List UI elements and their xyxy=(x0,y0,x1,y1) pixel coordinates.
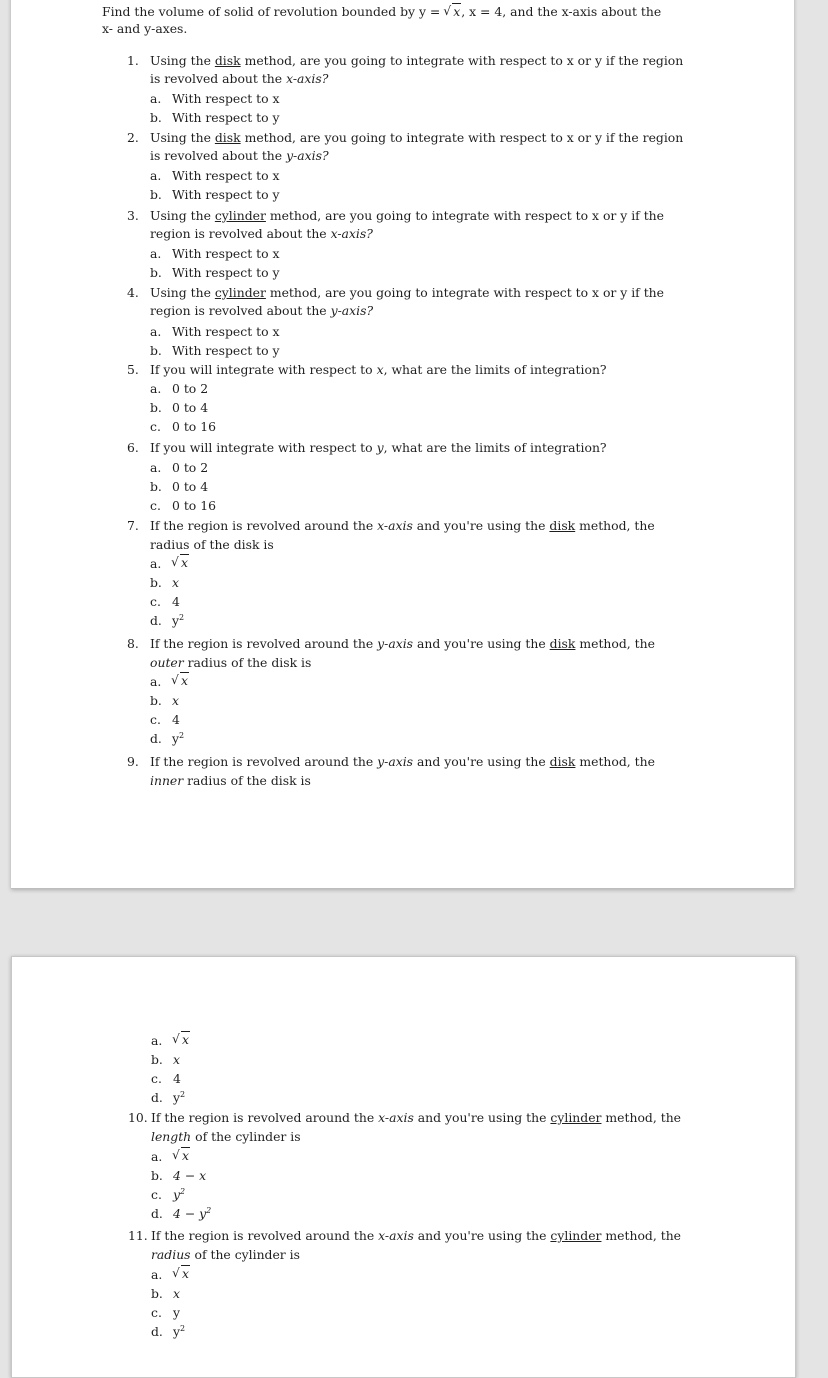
option-label: b. xyxy=(150,343,162,358)
question-3-text-line2: region is revolved about the x-axis? xyxy=(150,226,373,241)
question-7-text: If the region is revolved around the x-axis and you're using the disk method, the xyxy=(150,518,655,533)
option-label: c. xyxy=(151,1071,162,1086)
option-label: b. xyxy=(150,187,162,202)
question-3-text: Using the cylinder method, are you going to integrate with respect to x or y if the xyxy=(150,208,664,223)
q6-option-b[interactable]: 0 to 4 xyxy=(172,479,209,494)
q6-option-a[interactable]: 0 to 2 xyxy=(172,460,209,475)
question-9-text: If the region is revolved around the y-axis and you're using the disk method, the xyxy=(150,754,655,769)
q2-option-b[interactable]: With respect to y xyxy=(172,187,280,202)
q8-option-b[interactable]: x xyxy=(172,693,179,708)
option-label: d. xyxy=(151,1206,163,1221)
question-number: 3. xyxy=(127,208,139,223)
option-label: c. xyxy=(151,1187,162,1202)
q3-option-b[interactable]: With respect to y xyxy=(172,265,280,280)
problem-statement-line2: x- and y-axes. xyxy=(102,21,188,36)
q7-option-a[interactable]: √ x xyxy=(172,555,189,570)
q10-option-c[interactable]: $y^2$ xyxy=(173,1187,186,1202)
q7-option-c[interactable]: 4 xyxy=(172,594,180,609)
option-label: a. xyxy=(151,1033,163,1048)
question-number: 1. xyxy=(127,53,139,68)
question-11-text: If the region is revolved around the x-axis and you're using the cylinder method, the xyxy=(151,1228,682,1243)
document-page-2 xyxy=(11,956,796,1378)
q5-option-c[interactable]: 0 to 16 xyxy=(172,419,216,434)
q9-option-b[interactable]: x xyxy=(173,1052,180,1067)
option-label: d. xyxy=(151,1090,163,1105)
option-label: a. xyxy=(150,91,162,106)
q1-option-b[interactable]: With respect to y xyxy=(172,110,280,125)
option-label: c. xyxy=(150,498,161,513)
question-number: 8. xyxy=(127,636,139,651)
question-number: 4. xyxy=(127,285,139,300)
question-8-text: If the region is revolved around the y-axis and you're using the disk method, the xyxy=(150,636,655,651)
q5-option-a[interactable]: 0 to 2 xyxy=(172,381,209,396)
q1-option-a[interactable]: With respect to x xyxy=(172,91,280,106)
option-label: d. xyxy=(150,613,162,628)
question-10-text: If the region is revolved around the x-axis and you're using the cylinder method, the xyxy=(151,1110,682,1125)
option-label: b. xyxy=(150,479,162,494)
option-label: a. xyxy=(150,168,162,183)
question-8-text-line2: outer radius of the disk is xyxy=(150,655,312,670)
option-label: b. xyxy=(151,1286,163,1301)
option-label: a. xyxy=(150,674,162,689)
q11-option-d[interactable]: $y^2$ xyxy=(173,1324,186,1339)
option-label: c. xyxy=(150,594,161,609)
option-label: a. xyxy=(151,1149,163,1164)
option-label: b. xyxy=(150,110,162,125)
question-11-text-line2: radius of the cylinder is xyxy=(151,1247,300,1262)
question-9-text-line2: inner radius of the disk is xyxy=(150,773,311,788)
option-label: c. xyxy=(150,419,161,434)
question-7-text-line2: radius of the disk is xyxy=(150,537,274,552)
question-1-text-line2: is revolved about the x-axis? xyxy=(150,71,329,86)
q6-option-c[interactable]: 0 to 16 xyxy=(172,498,216,513)
question-1-text: Using the disk method, are you going to integrate with respect to x or y if the region xyxy=(150,53,684,68)
option-label: d. xyxy=(150,731,162,746)
document-page-1 xyxy=(11,0,794,889)
option-label: b. xyxy=(151,1052,163,1067)
q7-option-b[interactable]: x xyxy=(172,575,179,590)
question-number: 10. xyxy=(128,1110,148,1125)
q11-option-a[interactable]: √ x xyxy=(173,1266,190,1281)
question-number: 11. xyxy=(128,1228,148,1243)
q9-option-c[interactable]: 4 xyxy=(173,1071,181,1086)
q3-option-a[interactable]: With respect to x xyxy=(172,246,280,261)
option-label: b. xyxy=(150,400,162,415)
option-label: d. xyxy=(151,1324,163,1339)
question-number: 6. xyxy=(127,440,139,455)
option-label: a. xyxy=(150,246,162,261)
question-4-text-line2: region is revolved about the y-axis? xyxy=(150,303,374,318)
problem-statement: Find the volume of solid of revolution bounded by y = √ x, x = 4, and the x-axis about the xyxy=(102,4,661,19)
q7-option-d[interactable]: $y^2$ xyxy=(172,613,185,628)
q9-option-a[interactable]: √ x xyxy=(173,1032,190,1047)
q8-option-c[interactable]: 4 xyxy=(172,712,180,727)
option-label: a. xyxy=(150,460,162,475)
q10-option-a[interactable]: √ x xyxy=(173,1148,190,1163)
option-label: b. xyxy=(151,1168,163,1183)
option-label: b. xyxy=(150,693,162,708)
option-label: c. xyxy=(151,1305,162,1320)
question-number: 2. xyxy=(127,130,139,145)
option-label: a. xyxy=(150,556,162,571)
q8-option-a[interactable]: √ x xyxy=(172,673,189,688)
q9-option-d[interactable]: $y^2$ xyxy=(173,1090,186,1105)
option-label: b. xyxy=(150,265,162,280)
q8-option-d[interactable]: $y^2$ xyxy=(172,731,185,746)
question-2-text: Using the disk method, are you going to integrate with respect to x or y if the region xyxy=(150,130,684,145)
q4-option-b[interactable]: With respect to y xyxy=(172,343,280,358)
q10-option-b[interactable]: 4 − x xyxy=(173,1168,207,1183)
question-4-text: Using the cylinder method, are you going to integrate with respect to x or y if the xyxy=(150,285,664,300)
question-2-text-line2: is revolved about the y-axis? xyxy=(150,148,329,163)
q5-option-b[interactable]: 0 to 4 xyxy=(172,400,209,415)
option-label: c. xyxy=(150,712,161,727)
q4-option-a[interactable]: With respect to x xyxy=(172,324,280,339)
q2-option-a[interactable]: With respect to x xyxy=(172,168,280,183)
question-number: 9. xyxy=(127,754,139,769)
question-number: 5. xyxy=(127,362,139,377)
q10-option-d[interactable]: $4 - y^2$ xyxy=(173,1206,212,1221)
question-5-text: If you will integrate with respect to x, what are the limits of integration? xyxy=(150,362,607,377)
question-6-text: If you will integrate with respect to y, what are the limits of integration? xyxy=(150,440,607,455)
option-label: a. xyxy=(151,1267,163,1282)
option-label: a. xyxy=(150,381,162,396)
q11-option-b[interactable]: x xyxy=(173,1286,180,1301)
q11-option-c[interactable]: y xyxy=(173,1305,180,1320)
question-10-text-line2: length of the cylinder is xyxy=(151,1129,301,1144)
option-label: a. xyxy=(150,324,162,339)
question-number: 7. xyxy=(127,518,139,533)
option-label: b. xyxy=(150,575,162,590)
